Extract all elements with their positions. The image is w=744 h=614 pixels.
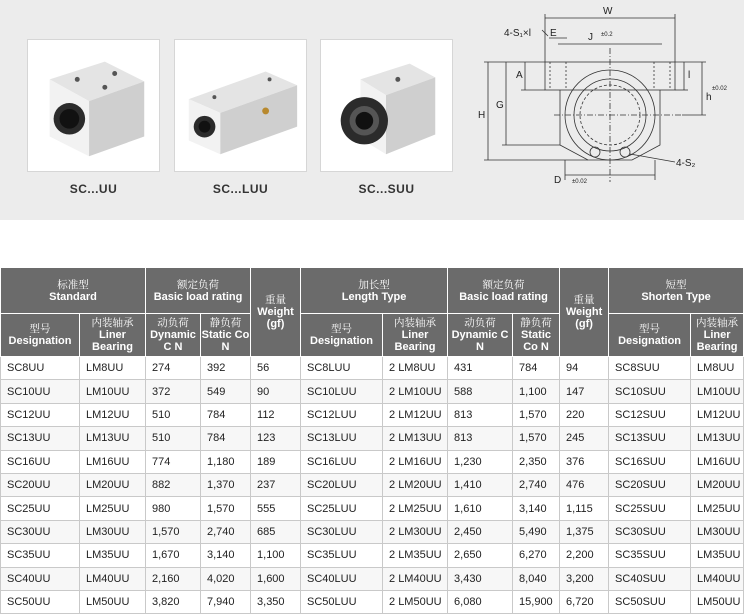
subheader-dynamic: 动负荷 Dynamic C N bbox=[448, 314, 513, 357]
table-cell: 774 bbox=[146, 450, 201, 473]
table-cell: 2,650 bbox=[448, 544, 513, 567]
table-cell: 2 LM16UU bbox=[383, 450, 448, 473]
dim-label-w: W bbox=[603, 6, 613, 17]
subheader-liner-bearing: 内装轴承 Liner Bearing bbox=[691, 314, 744, 357]
table-cell: 1,100 bbox=[251, 544, 301, 567]
table-cell: 147 bbox=[560, 380, 609, 403]
table-cell: LM40UU bbox=[691, 567, 744, 590]
product-photo-length bbox=[174, 39, 307, 172]
table-cell: 220 bbox=[560, 403, 609, 426]
table-cell: 3,200 bbox=[560, 567, 609, 590]
table-cell: SC12UU bbox=[1, 403, 80, 426]
table-cell: 1,180 bbox=[201, 450, 251, 473]
subheader-liner-bearing: 内装轴承 Liner Bearing bbox=[383, 314, 448, 357]
table-cell: 2 LM40UU bbox=[383, 567, 448, 590]
table-cell: 392 bbox=[201, 357, 251, 380]
table-cell: 2 LM13UU bbox=[383, 427, 448, 450]
dim-label-l: l bbox=[688, 70, 691, 81]
table-cell: 2,350 bbox=[513, 450, 560, 473]
group-header-shorten-type: 短型 Shorten Type bbox=[609, 268, 744, 314]
table-cell: 784 bbox=[201, 427, 251, 450]
group-header-length-type: 加长型 Length Type bbox=[301, 268, 448, 314]
table-cell: SC20UU bbox=[1, 473, 80, 496]
table-cell: SC30UU bbox=[1, 520, 80, 543]
product-caption-length: SC...LUU bbox=[212, 182, 269, 196]
table-row bbox=[1, 403, 744, 426]
table-cell: 3,820 bbox=[146, 590, 201, 613]
table-cell: 2,740 bbox=[513, 473, 560, 496]
table-cell: 237 bbox=[251, 473, 301, 496]
table-cell: 112 bbox=[251, 403, 301, 426]
table-cell: 372 bbox=[146, 380, 201, 403]
table-cell: LM12UU bbox=[80, 403, 146, 426]
table-cell: 1,100 bbox=[513, 380, 560, 403]
table-cell: SC40UU bbox=[1, 567, 80, 590]
dim-label-d-tol: ±0.02 bbox=[572, 179, 587, 185]
table-cell: 510 bbox=[146, 403, 201, 426]
table-cell: SC25LUU bbox=[301, 497, 383, 520]
table-cell: 1,570 bbox=[513, 427, 560, 450]
table-cell: 1,570 bbox=[146, 520, 201, 543]
table-cell: LM30UU bbox=[80, 520, 146, 543]
table-cell: SC10LUU bbox=[301, 380, 383, 403]
table-cell: 2 LM10UU bbox=[383, 380, 448, 403]
table-cell: 1,230 bbox=[448, 450, 513, 473]
table-cell: 2,160 bbox=[146, 567, 201, 590]
table-cell: SC40SUU bbox=[609, 567, 691, 590]
table-cell: SC30LUU bbox=[301, 520, 383, 543]
table-cell: 1,570 bbox=[513, 403, 560, 426]
table-cell: 1,115 bbox=[560, 497, 609, 520]
dim-label-a: A bbox=[516, 70, 523, 81]
header-weight-1: 重量 Weight (gf) bbox=[251, 268, 301, 357]
table-cell: 813 bbox=[448, 427, 513, 450]
table-cell: 15,900 bbox=[513, 590, 560, 613]
table-cell: LM30UU bbox=[691, 520, 744, 543]
table-row bbox=[1, 590, 744, 613]
table-cell: 3,350 bbox=[251, 590, 301, 613]
table-cell: 882 bbox=[146, 473, 201, 496]
product-photo-shorten bbox=[320, 39, 453, 172]
table-cell: LM50UU bbox=[691, 590, 744, 613]
table-row bbox=[1, 427, 744, 450]
table-cell: LM8UU bbox=[80, 357, 146, 380]
table-cell: SC20LUU bbox=[301, 473, 383, 496]
table-cell: LM25UU bbox=[80, 497, 146, 520]
table-cell: 1,600 bbox=[251, 567, 301, 590]
table-cell: 431 bbox=[448, 357, 513, 380]
table-cell: SC8SUU bbox=[609, 357, 691, 380]
table-cell: SC10UU bbox=[1, 380, 80, 403]
table-cell: 3,430 bbox=[448, 567, 513, 590]
table-cell: 980 bbox=[146, 497, 201, 520]
table-cell: LM16UU bbox=[80, 450, 146, 473]
table-cell: 2,740 bbox=[201, 520, 251, 543]
table-cell: 1,370 bbox=[201, 473, 251, 496]
table-row bbox=[1, 544, 744, 567]
subheader-designation: 型号 Designation bbox=[1, 314, 80, 357]
table-cell: SC20SUU bbox=[609, 473, 691, 496]
table-cell: 685 bbox=[251, 520, 301, 543]
table-cell: SC40LUU bbox=[301, 567, 383, 590]
table-row bbox=[1, 473, 744, 496]
product-photo-standard bbox=[27, 39, 160, 172]
subheader-designation: 型号 Designation bbox=[609, 314, 691, 357]
group-header-basic-load-2: 额定负荷 Basic load rating bbox=[448, 268, 560, 314]
table-cell: LM16UU bbox=[691, 450, 744, 473]
dim-label-holes-top: 4-S₁×l bbox=[504, 28, 531, 39]
table-row bbox=[1, 380, 744, 403]
table-cell: SC12LUU bbox=[301, 403, 383, 426]
table-cell: SC50UU bbox=[1, 590, 80, 613]
subheader-static: 静负荷 Static Co N bbox=[513, 314, 560, 357]
table-cell: 2 LM35UU bbox=[383, 544, 448, 567]
table-cell: SC8UU bbox=[1, 357, 80, 380]
table-cell: SC12SUU bbox=[609, 403, 691, 426]
table-cell: 6,080 bbox=[448, 590, 513, 613]
table-cell: 245 bbox=[560, 427, 609, 450]
table-cell: 510 bbox=[146, 427, 201, 450]
product-caption-standard: SC...UU bbox=[69, 182, 118, 196]
table-cell: LM20UU bbox=[80, 473, 146, 496]
table-cell: 2 LM25UU bbox=[383, 497, 448, 520]
table-cell: 1,670 bbox=[146, 544, 201, 567]
subheader-designation: 型号 Designation bbox=[301, 314, 383, 357]
table-cell: SC30SUU bbox=[609, 520, 691, 543]
table-cell: SC8LUU bbox=[301, 357, 383, 380]
table-cell: SC25SUU bbox=[609, 497, 691, 520]
table-cell: 813 bbox=[448, 403, 513, 426]
table-cell: SC16SUU bbox=[609, 450, 691, 473]
group-header-basic-load-1: 额定负荷 Basic load rating bbox=[146, 268, 251, 314]
table-row bbox=[1, 520, 744, 543]
table-cell: 6,270 bbox=[513, 544, 560, 567]
subheader-dynamic: 动负荷 Dynamic C N bbox=[146, 314, 201, 357]
table-cell: 56 bbox=[251, 357, 301, 380]
table-cell: 2 LM12UU bbox=[383, 403, 448, 426]
dim-label-g: G bbox=[496, 100, 504, 111]
table-cell: LM35UU bbox=[80, 544, 146, 567]
table-cell: SC50SUU bbox=[609, 590, 691, 613]
dim-label-holes-bottom: 4-S₂ bbox=[676, 158, 696, 169]
table-row bbox=[1, 567, 744, 590]
dim-label-h-tol: ±0.02 bbox=[712, 86, 727, 92]
table-row bbox=[1, 357, 744, 380]
group-header-standard: 标准型 Standard bbox=[1, 268, 146, 314]
table-cell: 1,410 bbox=[448, 473, 513, 496]
table-cell: 2,200 bbox=[560, 544, 609, 567]
table-cell: SC10SUU bbox=[609, 380, 691, 403]
dim-label-j: J bbox=[588, 32, 593, 43]
table-cell: 1,375 bbox=[560, 520, 609, 543]
table-cell: LM50UU bbox=[80, 590, 146, 613]
table-cell: SC50LUU bbox=[301, 590, 383, 613]
table-cell: 4,020 bbox=[201, 567, 251, 590]
table-cell: 3,140 bbox=[513, 497, 560, 520]
dim-label-big-h: H bbox=[478, 110, 486, 121]
table-cell: LM20UU bbox=[691, 473, 744, 496]
table-cell: 189 bbox=[251, 450, 301, 473]
product-panel bbox=[0, 0, 744, 220]
table-cell: 90 bbox=[251, 380, 301, 403]
subheader-static: 静负荷 Static Co N bbox=[201, 314, 251, 357]
table-row bbox=[1, 497, 744, 520]
table-cell: 5,490 bbox=[513, 520, 560, 543]
table-cell: SC35SUU bbox=[609, 544, 691, 567]
table-cell: 784 bbox=[513, 357, 560, 380]
table-cell: LM25UU bbox=[691, 497, 744, 520]
product-caption-shorten: SC...SUU bbox=[358, 182, 415, 196]
table-cell: LM40UU bbox=[80, 567, 146, 590]
dim-label-e: E bbox=[550, 28, 557, 39]
table-cell: 1,570 bbox=[201, 497, 251, 520]
table-cell: 555 bbox=[251, 497, 301, 520]
table-body bbox=[1, 357, 744, 614]
table-cell: SC16UU bbox=[1, 450, 80, 473]
table-cell: SC35LUU bbox=[301, 544, 383, 567]
table-cell: LM13UU bbox=[80, 427, 146, 450]
table-cell: 3,140 bbox=[201, 544, 251, 567]
table-cell: SC35UU bbox=[1, 544, 80, 567]
header-weight-2: 重量 Weight (gf) bbox=[560, 268, 609, 357]
table-cell: SC13UU bbox=[1, 427, 80, 450]
table-cell: 8,040 bbox=[513, 567, 560, 590]
table-cell: 2,450 bbox=[448, 520, 513, 543]
table-cell: 2 LM50UU bbox=[383, 590, 448, 613]
table-cell: LM10UU bbox=[691, 380, 744, 403]
table-cell: 376 bbox=[560, 450, 609, 473]
table-cell: 549 bbox=[201, 380, 251, 403]
table-cell: SC13LUU bbox=[301, 427, 383, 450]
table-cell: 2 LM8UU bbox=[383, 357, 448, 380]
table-cell: LM12UU bbox=[691, 403, 744, 426]
table-cell: 1,610 bbox=[448, 497, 513, 520]
table-cell: 784 bbox=[201, 403, 251, 426]
table-cell: 476 bbox=[560, 473, 609, 496]
technical-drawing bbox=[470, 0, 744, 220]
table-cell: LM13UU bbox=[691, 427, 744, 450]
dim-label-h: h bbox=[706, 92, 712, 103]
table-cell: LM35UU bbox=[691, 544, 744, 567]
subheader-liner-bearing: 内装轴承 Liner Bearing bbox=[80, 314, 146, 357]
table-cell: 123 bbox=[251, 427, 301, 450]
table-cell: 2 LM30UU bbox=[383, 520, 448, 543]
table-cell: LM10UU bbox=[80, 380, 146, 403]
table-cell: 274 bbox=[146, 357, 201, 380]
specification-table bbox=[0, 267, 744, 614]
table-cell: 2 LM20UU bbox=[383, 473, 448, 496]
dim-label-j-tol: ±0.2 bbox=[601, 32, 613, 38]
table-cell: 94 bbox=[560, 357, 609, 380]
table-cell: 7,940 bbox=[201, 590, 251, 613]
table-cell: 6,720 bbox=[560, 590, 609, 613]
dim-label-d: D bbox=[554, 175, 562, 186]
table-cell: SC13SUU bbox=[609, 427, 691, 450]
table-cell: LM8UU bbox=[691, 357, 744, 380]
table-cell: 588 bbox=[448, 380, 513, 403]
table-cell: SC16LUU bbox=[301, 450, 383, 473]
table-row bbox=[1, 450, 744, 473]
table-cell: SC25UU bbox=[1, 497, 80, 520]
